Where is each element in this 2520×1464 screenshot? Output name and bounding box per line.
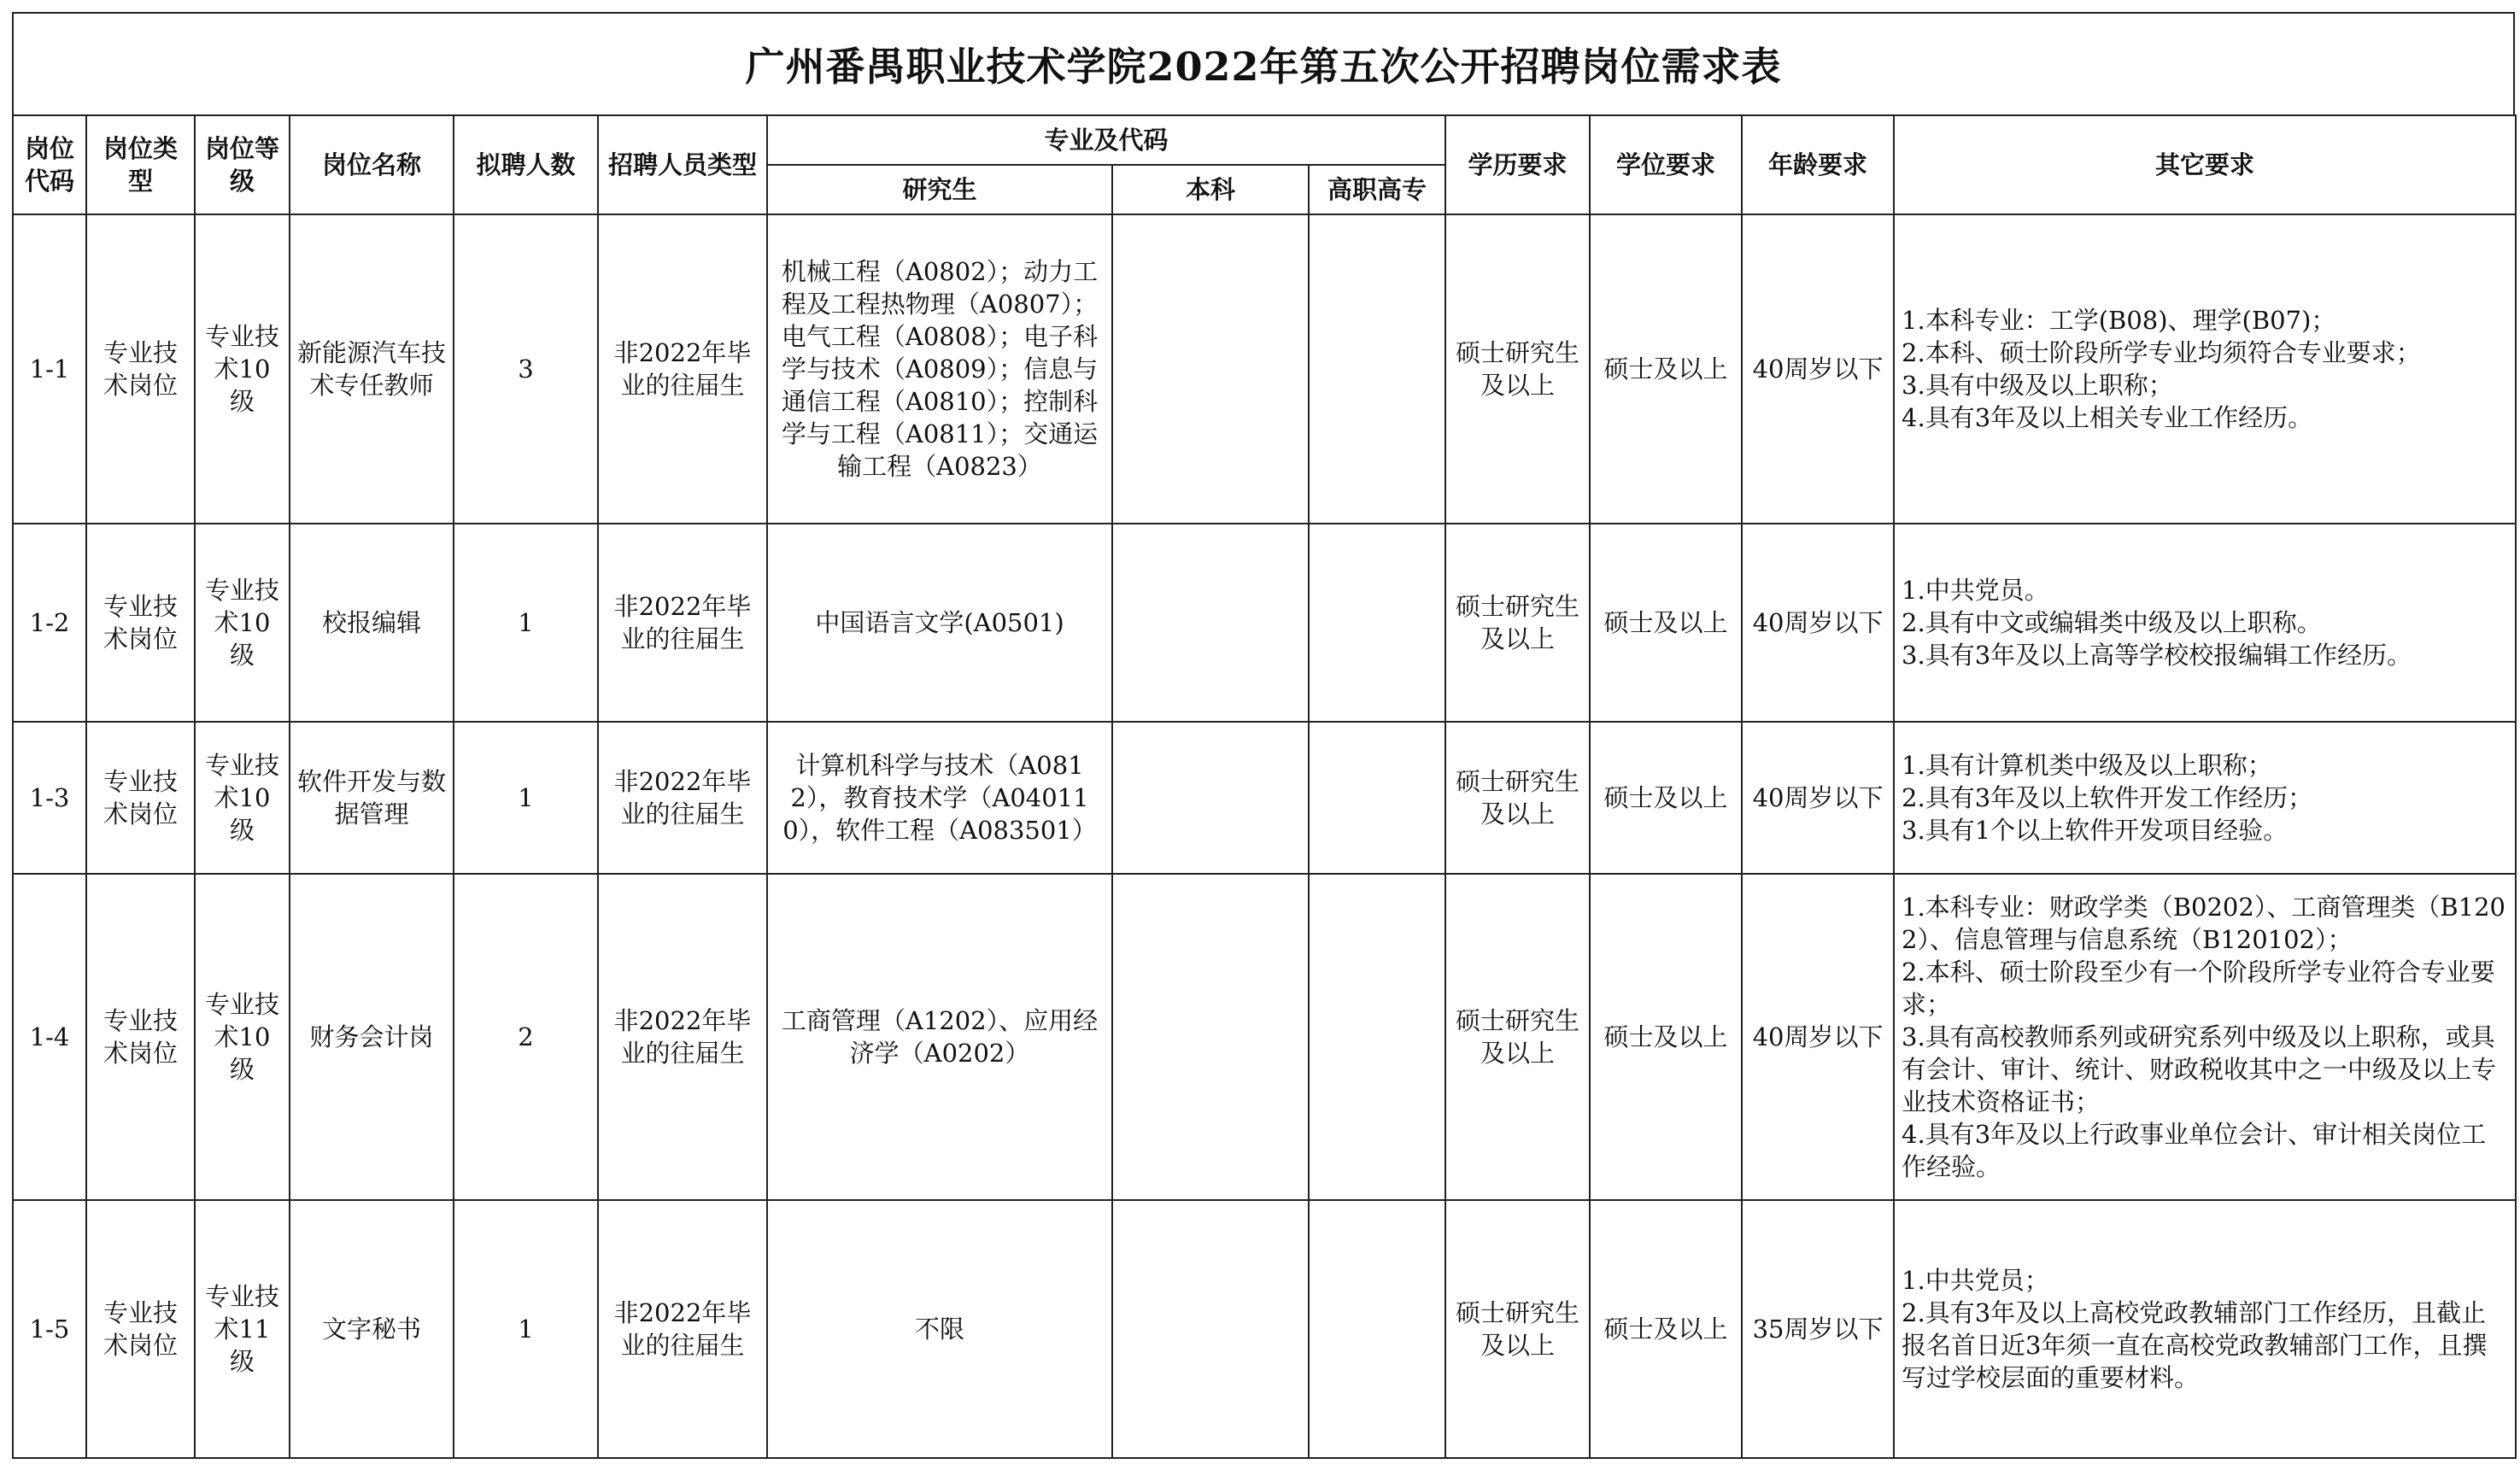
cell-level: 专业技术10级 <box>195 214 290 524</box>
recruitment-sheet <box>12 12 2515 1459</box>
cell-degree: 硕士及以上 <box>1590 874 1742 1200</box>
sheet-title: 广州番禺职业技术学院2022年第五次公开招聘岗位需求表 <box>745 44 1782 90</box>
cell-age: 40周岁以下 <box>1742 874 1894 1200</box>
cell-undergrad-major <box>1112 722 1309 874</box>
other-line: 3.具有3年及以上高等学校校报编辑工作经历。 <box>1902 641 2412 670</box>
cell-other <box>1894 214 2516 524</box>
cell-other <box>1894 722 2516 874</box>
cell-type: 专业技术岗位 <box>86 722 195 874</box>
cell-code: 1-2 <box>13 524 86 722</box>
header-type: 岗位类型 <box>86 115 195 214</box>
cell-candidate: 非2022年毕业的往届生 <box>598 1200 767 1458</box>
header-education: 学历要求 <box>1445 115 1590 214</box>
cell-name: 新能源汽车技术专任教师 <box>290 214 454 524</box>
cell-vocational-major <box>1309 1200 1445 1458</box>
cell-level: 专业技术11级 <box>195 1200 290 1458</box>
cell-code: 1-3 <box>13 722 86 874</box>
cell-age: 40周岁以下 <box>1742 214 1894 524</box>
other-line: 2.具有中文或编辑类中级及以上职称。 <box>1902 608 2322 637</box>
cell-degree: 硕士及以上 <box>1590 1200 1742 1458</box>
job-requirements-table <box>12 114 2517 1459</box>
cell-undergrad-major <box>1112 874 1309 1200</box>
other-line: 1.本科专业：财政学类（B0202）、工商管理类（B1202）、信息管理与信息系统（B120102）； <box>1902 893 2505 954</box>
header-candidate: 招聘人员类型 <box>598 115 767 214</box>
cell-education: 硕士研究生及以上 <box>1445 524 1590 722</box>
cell-undergrad-major <box>1112 1200 1309 1458</box>
header-level: 岗位等级 <box>195 115 290 214</box>
cell-other <box>1894 874 2516 1200</box>
cell-candidate: 非2022年毕业的往届生 <box>598 874 767 1200</box>
cell-name: 校报编辑 <box>290 524 454 722</box>
header-row-1 <box>13 115 2516 165</box>
other-line: 3.具有1个以上软件开发项目经验。 <box>1902 816 2289 845</box>
cell-type: 专业技术岗位 <box>86 1200 195 1458</box>
cell-vocational-major <box>1309 524 1445 722</box>
cell-level: 专业技术10级 <box>195 874 290 1200</box>
cell-candidate: 非2022年毕业的往届生 <box>598 524 767 722</box>
cell-grad-major: 中国语言文学(A0501) <box>767 524 1112 722</box>
cell-vocational-major <box>1309 722 1445 874</box>
cell-code: 1-4 <box>13 874 86 1200</box>
header-vocational: 高职高专 <box>1309 165 1445 214</box>
cell-level: 专业技术10级 <box>195 524 290 722</box>
cell-type: 专业技术岗位 <box>86 874 195 1200</box>
cell-level: 专业技术10级 <box>195 722 290 874</box>
cell-count: 2 <box>454 874 598 1200</box>
other-line: 2.具有3年及以上软件开发工作经历； <box>1902 783 2313 812</box>
cell-age: 35周岁以下 <box>1742 1200 1894 1458</box>
cell-degree: 硕士及以上 <box>1590 524 1742 722</box>
header-degree: 学位要求 <box>1590 115 1742 214</box>
cell-other <box>1894 524 2516 722</box>
cell-age: 40周岁以下 <box>1742 722 1894 874</box>
cell-name: 文字秘书 <box>290 1200 454 1458</box>
cell-grad-major: 机械工程（A0802）；动力工程及工程热物理（A0807）；电气工程（A0808）；电子科学与技术（A0809）；信息与通信工程（A0810）；控制科学与工程（A0811）；交通运输工程（A0823） <box>767 214 1112 524</box>
header-undergrad: 本科 <box>1112 165 1309 214</box>
cell-candidate: 非2022年毕业的往届生 <box>598 722 767 874</box>
table-row <box>13 524 2516 722</box>
sheet-title-box <box>12 12 2515 114</box>
cell-count: 1 <box>454 1200 598 1458</box>
header-code: 岗位代码 <box>13 115 86 214</box>
cell-education: 硕士研究生及以上 <box>1445 1200 1590 1458</box>
cell-education: 硕士研究生及以上 <box>1445 722 1590 874</box>
other-line: 2.本科、硕士阶段至少有一个阶段所学专业符合专业要求； <box>1902 957 2495 1019</box>
cell-type: 专业技术岗位 <box>86 214 195 524</box>
other-line: 1.中共党员； <box>1902 1266 2049 1295</box>
cell-code: 1-5 <box>13 1200 86 1458</box>
header-other: 其它要求 <box>1894 115 2516 214</box>
cell-grad-major: 计算机科学与技术（A0812），教育技术学（A040110），软件工程（A083501） <box>767 722 1112 874</box>
cell-grad-major: 工商管理（A1202）、应用经济学（A0202） <box>767 874 1112 1200</box>
cell-degree: 硕士及以上 <box>1590 214 1742 524</box>
cell-vocational-major <box>1309 214 1445 524</box>
other-line: 1.本科专业：工学(B08)、理学(B07)； <box>1902 306 2336 335</box>
cell-type: 专业技术岗位 <box>86 524 195 722</box>
table-row <box>13 1200 2516 1458</box>
cell-undergrad-major <box>1112 214 1309 524</box>
cell-count: 3 <box>454 214 598 524</box>
cell-count: 1 <box>454 722 598 874</box>
other-line: 1.中共党员。 <box>1902 576 2049 605</box>
cell-name: 软件开发与数据管理 <box>290 722 454 874</box>
cell-age: 40周岁以下 <box>1742 524 1894 722</box>
cell-code: 1-1 <box>13 214 86 524</box>
cell-vocational-major <box>1309 874 1445 1200</box>
cell-count: 1 <box>454 524 598 722</box>
other-line: 1.具有计算机类中级及以上职称； <box>1902 751 2272 780</box>
other-line: 3.具有高校教师系列或研究系列中级及以上职称，或具有会计、审计、统计、财政税收其中之一中级及以上专业技术资格证书； <box>1902 1022 2497 1116</box>
table-row <box>13 214 2516 524</box>
other-line: 3.具有中级及以上职称； <box>1902 371 2173 400</box>
header-grad: 研究生 <box>767 165 1112 214</box>
cell-grad-major: 不限 <box>767 1200 1112 1458</box>
cell-name: 财务会计岗 <box>290 874 454 1200</box>
table-row <box>13 722 2516 874</box>
other-line: 4.具有3年及以上行政事业单位会计、审计相关岗位工作经验。 <box>1902 1120 2487 1181</box>
other-line: 2.具有3年及以上高校党政教辅部门工作经历，且截止报名首日近3年须一直在高校党政教辅部门工作，且撰写过学校层面的重要材料。 <box>1902 1298 2488 1392</box>
cell-degree: 硕士及以上 <box>1590 722 1742 874</box>
header-major-group: 专业及代码 <box>767 115 1445 165</box>
cell-other <box>1894 1200 2516 1458</box>
other-line: 4.具有3年及以上相关专业工作经历。 <box>1902 403 2313 432</box>
table-row <box>13 874 2516 1200</box>
header-count: 拟聘人数 <box>454 115 598 214</box>
other-line: 2.本科、硕士阶段所学专业均须符合专业要求； <box>1902 338 2421 367</box>
cell-candidate: 非2022年毕业的往届生 <box>598 214 767 524</box>
cell-education: 硕士研究生及以上 <box>1445 214 1590 524</box>
header-age: 年龄要求 <box>1742 115 1894 214</box>
cell-undergrad-major <box>1112 524 1309 722</box>
header-name: 岗位名称 <box>290 115 454 214</box>
cell-education: 硕士研究生及以上 <box>1445 874 1590 1200</box>
